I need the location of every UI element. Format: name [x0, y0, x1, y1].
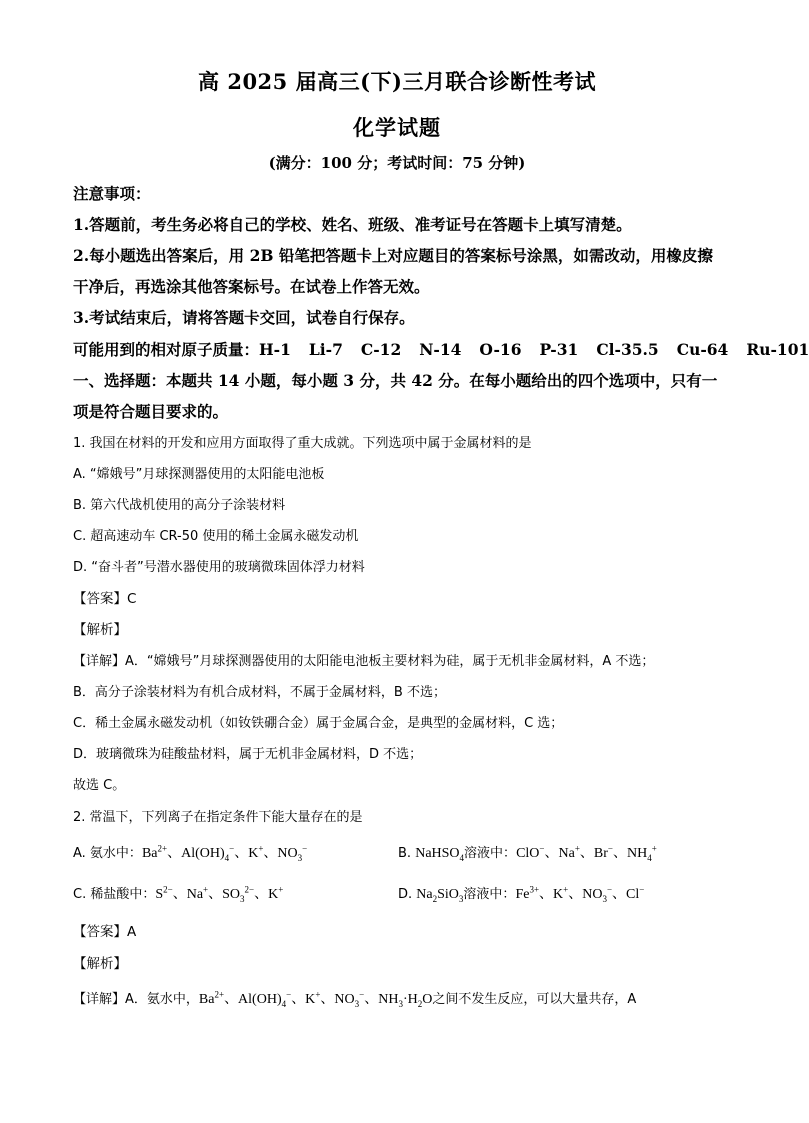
- ion-list: $Ba^{2+}$、$Al(OH)_4^-$、K+、$NO_3^-$、$NH_3\cdot H_2O$: [198, 989, 433, 1009]
- q2-detail-a: [73, 988, 636, 1008]
- section-heading-line2: 项是符合题目要求的。: [73, 402, 229, 421]
- q2-option-b-label: B.: [398, 846, 412, 861]
- ion-list: $Fe^{3+}$、K+、$NO_3^-$、Cl−: [515, 884, 645, 904]
- mass-value: N-14: [419, 340, 462, 359]
- ion-list: $S^{2-}$、Na+、$SO_3^{2-}$、K+: [155, 884, 284, 904]
- detail-text-pre: A．氨水中，: [125, 992, 199, 1007]
- mass-value: Ru-101: [746, 340, 809, 359]
- q2-option-b: [398, 842, 657, 862]
- atomic-masses-label: 可能用到的相对原子质量：: [73, 340, 260, 359]
- q1-detail-a: [73, 650, 654, 669]
- notice-heading: 注意事项：: [73, 184, 151, 203]
- answer-value: A: [127, 924, 137, 940]
- q2-option-d: [398, 883, 644, 903]
- q2-analysis-tag: 【解析】: [73, 956, 127, 972]
- q2-option-c-label: C. 稀盐酸中：: [73, 887, 156, 902]
- answer-value: C: [127, 591, 137, 607]
- q2-option-a: [73, 842, 307, 862]
- ion-list: ClO−、Na+、Br−、$NH_4^+$: [516, 843, 657, 863]
- q2-option-c: [73, 883, 283, 903]
- q1-detail-c: C．稀土金属永磁发动机（如钕铁硼合金）属于金属合金，是典型的金属材料，C 选；: [73, 716, 564, 731]
- reagent-formula: NaHSO$_4$: [415, 846, 465, 863]
- q1-option-b: B. 第六代战机使用的高分子涂装材料: [73, 498, 286, 513]
- q1-detail-b: B．高分子涂装材料为有机合成材料，不属于金属材料，B 不选；: [73, 685, 446, 700]
- q1-detail-d: D．玻璃微珠为硅酸盐材料，属于无机非金属材料，D 不选；: [73, 747, 423, 762]
- answer-tag: 【答案】: [73, 924, 127, 940]
- mass-value: Cl-35.5: [596, 340, 659, 359]
- mass-value: Li-7: [308, 340, 343, 359]
- q2-answer: [73, 920, 136, 940]
- notice-item-2-line2: 干净后，再选涂其他答案标号。在试卷上作答无效。: [73, 277, 430, 296]
- reagent-formula: $Na_2SiO_3$: [416, 887, 464, 904]
- detail-text-post: 之间不发生反应，可以大量共存，A: [432, 992, 637, 1007]
- q2-stem: 2. 常温下，下列离子在指定条件下能大量存在的是: [73, 810, 363, 825]
- atomic-masses: [73, 338, 809, 360]
- q2-option-d-label: D.: [398, 887, 413, 902]
- q2-option-a-label: A. 氨水中：: [73, 846, 142, 861]
- mass-value: Cu-64: [676, 340, 729, 359]
- detail-text: A．“嫦娥号”月球探测器使用的太阳能电池板主要材料为硅，属于无机非金属材料，A 不选；: [125, 654, 655, 669]
- q1-option-d: D. “奋斗者”号潜水器使用的玻璃微珠固体浮力材料: [73, 560, 365, 575]
- q1-analysis-tag: 【解析】: [73, 622, 127, 638]
- q2-option-b-cond: 溶液中：: [464, 846, 517, 861]
- q1-option-c: C. 超高速动车 CR-50 使用的稀土金属永磁发动机: [73, 529, 359, 544]
- mass-value: O-16: [479, 340, 522, 359]
- detail-tag: 【详解】: [73, 992, 126, 1007]
- subject-title: 化学试题: [353, 115, 441, 140]
- mass-value: H-1: [259, 340, 291, 359]
- q1-stem: 1. 我国在材料的开发和应用方面取得了重大成就。下列选项中属于金属材料的是: [73, 436, 532, 451]
- section-heading-line1: 一、选择题：本题共 14 小题，每小题 3 分，共 42 分。在每小题给出的四个选项中，只有一: [73, 371, 718, 390]
- q1-option-a: A. “嫦娥号”月球探测器使用的太阳能电池板: [73, 467, 325, 482]
- detail-tag: 【详解】: [73, 654, 126, 669]
- mass-value: P-31: [539, 340, 579, 359]
- notice-item-1: 1.答题前，考生务必将自己的学校、姓名、班级、准考证号在答题卡上填写清楚。: [73, 215, 632, 234]
- mass-value: C-12: [360, 340, 402, 359]
- exam-meta: (满分：100 分；考试时间：75 分钟): [268, 154, 526, 172]
- notice-item-3: 3.考试结束后，请将答题卡交回，试卷自行保存。: [73, 308, 415, 327]
- q1-conclusion: 故选 C。: [73, 778, 126, 793]
- q2-option-d-cond: 溶液中：: [463, 887, 516, 902]
- q1-answer: [73, 587, 136, 607]
- answer-tag: 【答案】: [73, 591, 127, 607]
- exam-title: 高 2025 届高三(下)三月联合诊断性考试: [198, 69, 596, 94]
- notice-item-2-line1: 2.每小题选出答案后，用 2B 铅笔把答题卡上对应题目的答案标号涂黑，如需改动，用橡皮擦: [73, 246, 713, 265]
- ion-list: $Ba^{2+}$、$Al(OH)_4^-$、K+、$NO_3^-$: [141, 843, 308, 863]
